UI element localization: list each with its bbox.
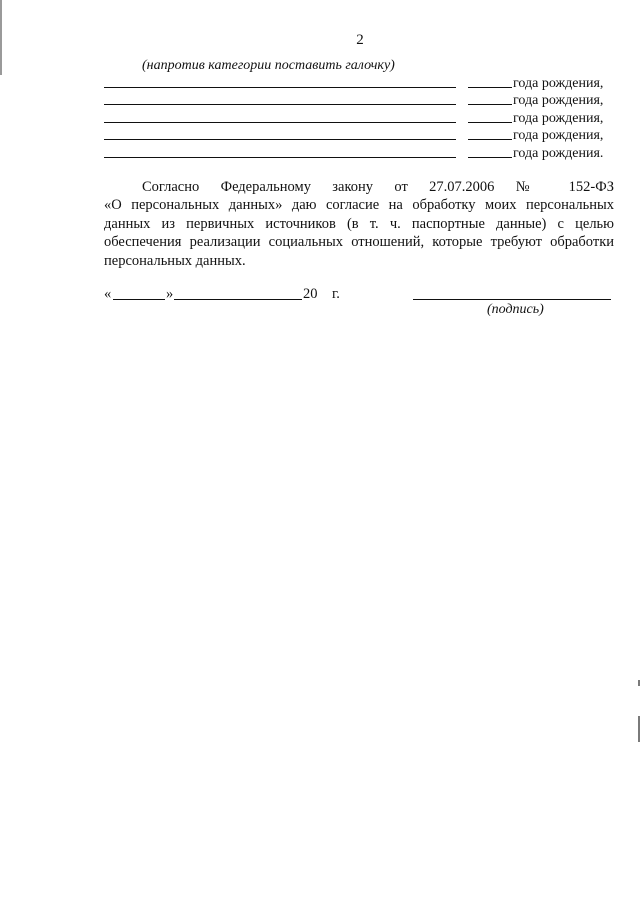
consent-first-line: Согласно Федеральному закону от 27.07.2006 № 152-ФЗ (142, 179, 614, 195)
date-month-blank[interactable] (174, 299, 302, 300)
category-list (104, 73, 614, 161)
date-quote-close: » (166, 286, 174, 302)
birth-year-label: года рождения, (513, 128, 604, 143)
birth-year-blank[interactable] (468, 157, 512, 158)
date-year-prefix: 20 (303, 286, 318, 302)
birth-year-blank[interactable] (468, 139, 512, 140)
category-row (104, 143, 614, 161)
birth-year-label: года рождения. (513, 145, 604, 161)
date-quote-open: « (104, 286, 112, 302)
category-row (104, 108, 614, 126)
category-row (104, 73, 614, 91)
birth-year-label: года рождения, (513, 110, 604, 126)
category-blank-line[interactable] (104, 122, 456, 123)
page-number: 2 (356, 32, 364, 48)
date-day-blank[interactable] (113, 299, 165, 300)
category-row (104, 91, 614, 109)
category-instruction: (напротив категории поставить галочку) (142, 58, 395, 73)
birth-year-label: года рождения, (513, 75, 604, 91)
birth-year-label: года рождения, (513, 93, 604, 108)
consent-body: «О персональных данных» даю согласие на обработку моих персональных данных из первичных источников (в т. ч. паспортные данные) с целью обеспечения реализации социальных отношений, которые требуют обработки персональных данных. (104, 197, 614, 269)
category-blank-line[interactable] (104, 87, 456, 88)
signature-blank[interactable] (413, 299, 611, 300)
date-year-suffix: г. (332, 286, 340, 302)
category-blank-line[interactable] (104, 104, 456, 105)
birth-year-blank[interactable] (468, 104, 512, 105)
category-blank-line[interactable] (104, 157, 456, 158)
signature-caption: (подпись) (487, 302, 544, 317)
category-row (104, 126, 614, 144)
birth-year-blank[interactable] (468, 87, 512, 88)
consent-paragraph (104, 178, 614, 270)
birth-year-blank[interactable] (468, 122, 512, 123)
category-blank-line[interactable] (104, 139, 456, 140)
